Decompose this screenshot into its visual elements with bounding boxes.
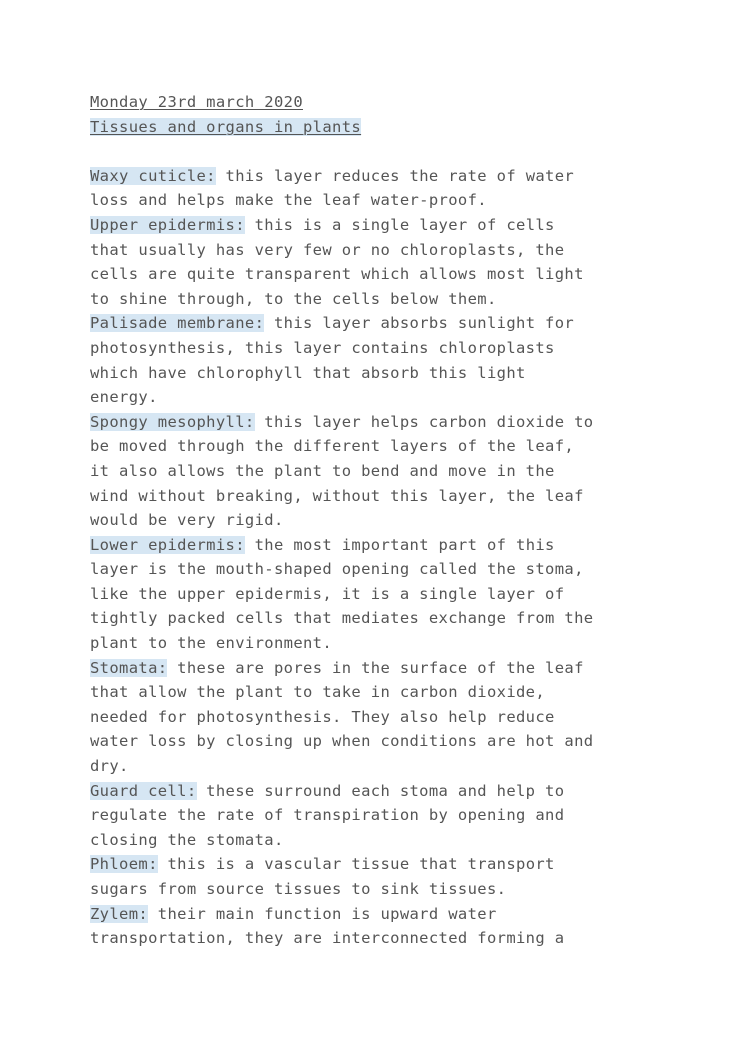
document-title: Tissues and organs in plants xyxy=(90,117,362,136)
entry-text: this layer absorbs sunlight for xyxy=(264,314,575,333)
entry-first-line xyxy=(90,779,670,804)
entry-text: this is a single layer of cells xyxy=(244,215,555,234)
entry-first-line xyxy=(90,656,670,681)
entry-text: their main function is upward water xyxy=(148,904,497,923)
entry-line: energy. xyxy=(90,388,158,407)
entry-line: it also allows the plant to bend and move in the xyxy=(90,461,555,480)
document-body xyxy=(90,90,670,951)
entry-line: that allow the plant to take in carbon dioxide, xyxy=(90,683,546,702)
entry-term: Spongy mesophyll: xyxy=(90,412,255,431)
entry-first-line xyxy=(90,852,670,877)
entry-text: this is a vascular tissue that transport xyxy=(157,855,555,874)
entry-first-line xyxy=(90,533,670,558)
entry-text: this layer helps carbon dioxide to xyxy=(254,412,594,431)
entry-line: tightly packed cells that mediates exchange from the xyxy=(90,609,594,628)
entry-term: Palisade membrane: xyxy=(90,314,265,333)
entry-line: closing the stomata. xyxy=(90,830,284,849)
entry-first-line xyxy=(90,164,670,189)
entry-line: layer is the mouth-shaped opening called the stoma, xyxy=(90,560,584,579)
entry-text: the most important part of this xyxy=(244,535,555,554)
entry-line: needed for photosynthesis. They also help reduce xyxy=(90,707,555,726)
entry-line: water loss by closing up when conditions are hot and xyxy=(90,732,594,751)
entry-term: Upper epidermis: xyxy=(90,215,245,234)
entry-line: cells are quite transparent which allows most light xyxy=(90,265,584,284)
entry-text: this layer reduces the rate of water xyxy=(215,166,575,185)
entry-first-line xyxy=(90,410,670,435)
entry-line: to shine through, to the cells below them. xyxy=(90,289,497,308)
entry-term: Waxy cuticle: xyxy=(90,166,216,185)
entry-term: Guard cell: xyxy=(90,781,197,800)
entry-line: that usually has very few or no chloroplasts, the xyxy=(90,240,565,259)
entry-first-line xyxy=(90,311,670,336)
entry-term: Stomata: xyxy=(90,658,168,677)
entry-first-line xyxy=(90,213,670,238)
entry-line: sugars from source tissues to sink tissues. xyxy=(90,880,507,898)
entry-line: loss and helps make the leaf water-proof. xyxy=(90,191,487,210)
entry-line: dry. xyxy=(90,757,129,776)
entry-line: regulate the rate of transpiration by opening and xyxy=(90,806,565,825)
entry-text: these are pores in the surface of the leaf xyxy=(167,658,584,677)
blank-line xyxy=(90,139,670,164)
document-date: Monday 23rd march 2020 xyxy=(90,93,303,111)
entry-term: Zylem: xyxy=(90,904,149,923)
entry-term: Lower epidermis: xyxy=(90,535,245,554)
entry-line: wind without breaking, without this layer, the leaf xyxy=(90,486,584,505)
entry-line: photosynthesis, this layer contains chloroplasts xyxy=(90,338,555,357)
document-title-line xyxy=(90,115,670,140)
entry-first-line xyxy=(90,902,670,927)
entry-term: Phloem: xyxy=(90,855,158,874)
entry-line: be moved through the different layers of the leaf, xyxy=(90,437,575,456)
entry-line: transportation, they are interconnected forming a xyxy=(90,929,565,948)
entry-line: which have chlorophyll that absorb this light xyxy=(90,363,526,382)
entry-line: would be very rigid. xyxy=(90,511,284,530)
entry-line: like the upper epidermis, it is a single layer of xyxy=(90,584,565,603)
entry-line: plant to the environment. xyxy=(90,634,333,653)
entry-text: these surround each stoma and help to xyxy=(196,781,565,800)
